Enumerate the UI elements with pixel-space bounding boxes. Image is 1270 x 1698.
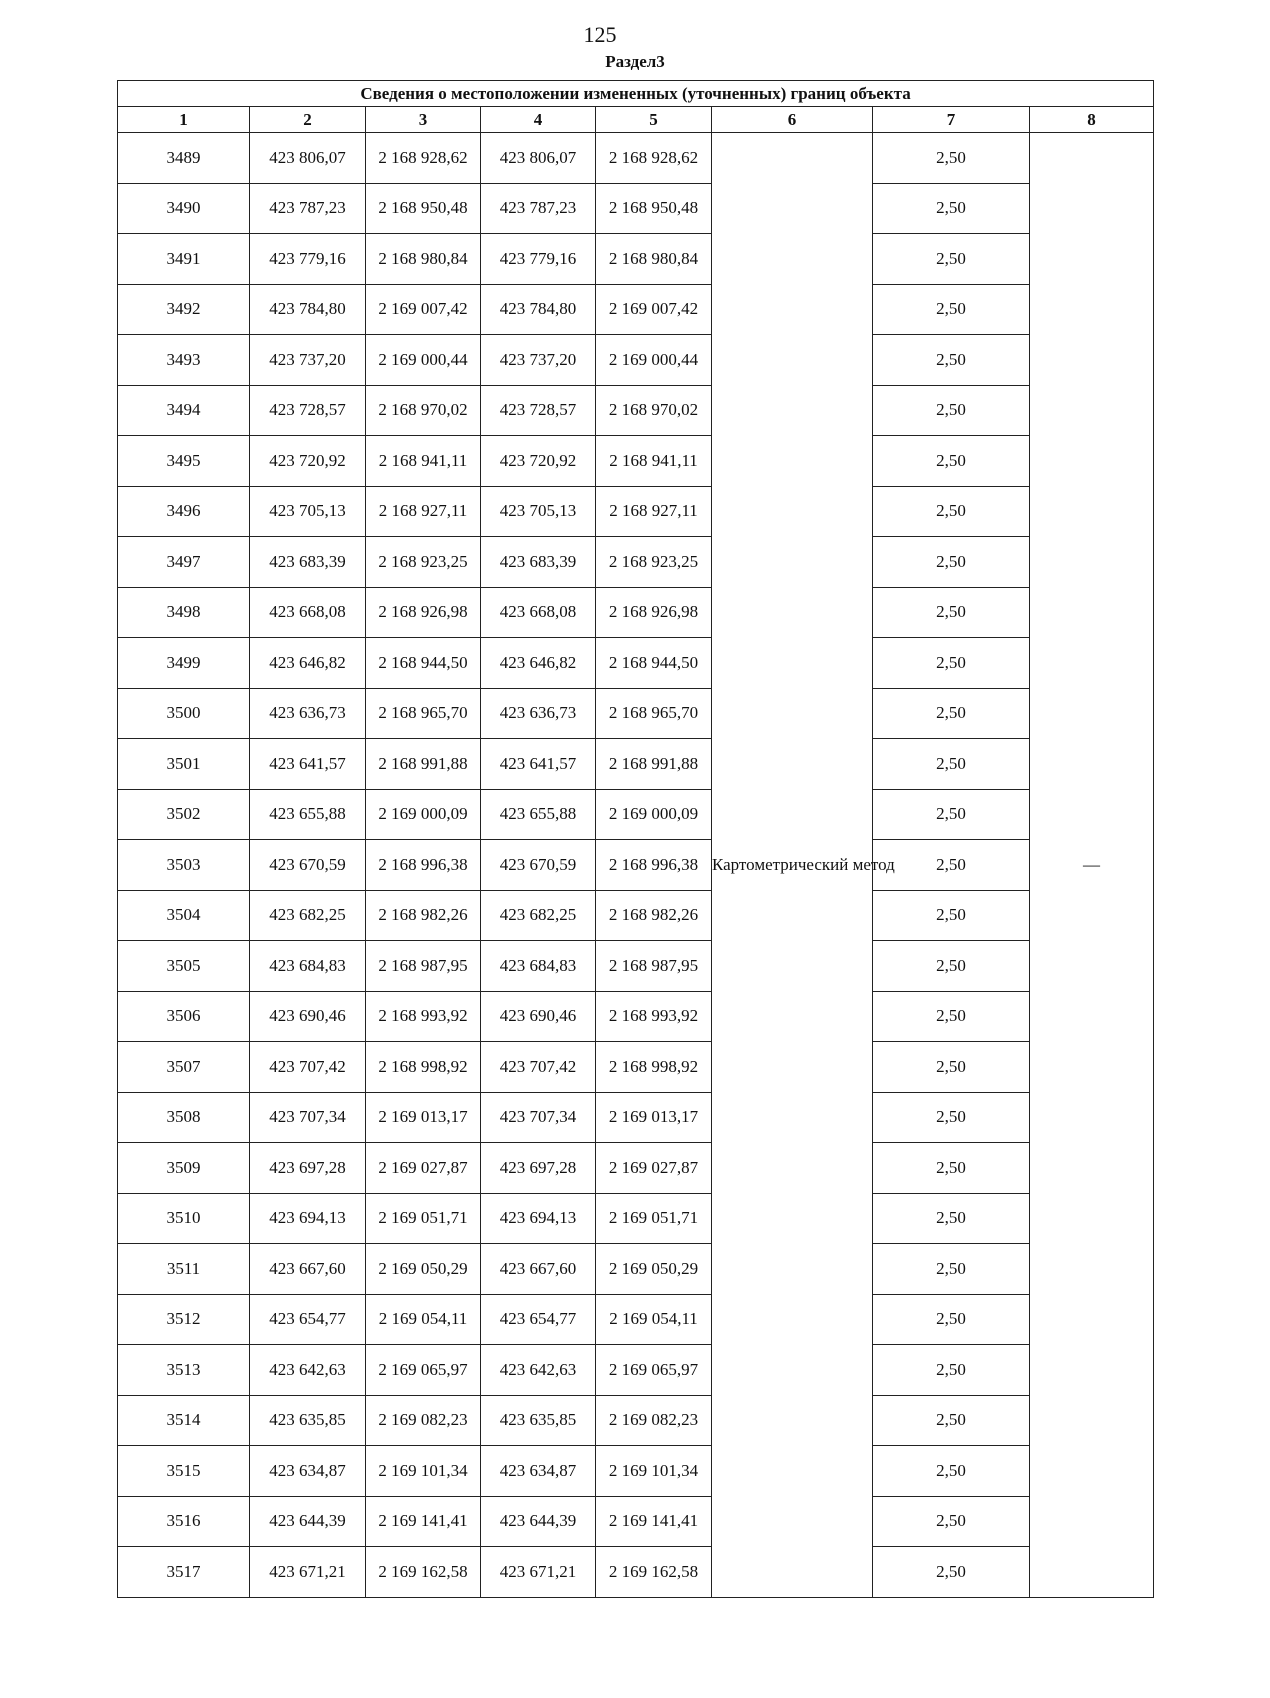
table-row [118, 941, 1154, 992]
table-row [118, 1446, 1154, 1497]
accuracy-cell: 2,50 [873, 1294, 1030, 1345]
y-existing-cell: 2 168 928,62 [366, 133, 481, 184]
table-row [118, 1143, 1154, 1194]
y-existing-cell: 2 168 927,11 [366, 486, 481, 537]
column-number: 4 [481, 107, 596, 133]
x-refined-cell: 423 784,80 [481, 284, 596, 335]
table-row [118, 587, 1154, 638]
x-existing-cell: 423 806,07 [250, 133, 366, 184]
x-refined-cell: 423 636,73 [481, 688, 596, 739]
accuracy-cell: 2,50 [873, 1547, 1030, 1598]
y-refined-cell: 2 169 050,29 [596, 1244, 712, 1295]
y-refined-cell: 2 168 941,11 [596, 436, 712, 487]
x-refined-cell: 423 728,57 [481, 385, 596, 436]
x-refined-cell: 423 642,63 [481, 1345, 596, 1396]
x-refined-cell: 423 779,16 [481, 234, 596, 285]
point-number-cell: 3499 [118, 638, 250, 689]
column-number: 7 [873, 107, 1030, 133]
y-existing-cell: 2 168 991,88 [366, 739, 481, 790]
point-number-cell: 3515 [118, 1446, 250, 1497]
table-row [118, 1294, 1154, 1345]
y-existing-cell: 2 168 950,48 [366, 183, 481, 234]
y-existing-cell: 2 168 926,98 [366, 587, 481, 638]
accuracy-cell: 2,50 [873, 840, 1030, 891]
y-refined-cell: 2 168 998,92 [596, 1042, 712, 1093]
y-refined-cell: 2 168 982,26 [596, 890, 712, 941]
x-existing-cell: 423 707,42 [250, 1042, 366, 1093]
y-refined-cell: 2 169 054,11 [596, 1294, 712, 1345]
x-existing-cell: 423 634,87 [250, 1446, 366, 1497]
point-number-cell: 3505 [118, 941, 250, 992]
x-existing-cell: 423 683,39 [250, 537, 366, 588]
accuracy-cell: 2,50 [873, 941, 1030, 992]
x-existing-cell: 423 642,63 [250, 1345, 366, 1396]
y-refined-cell: 2 168 993,92 [596, 991, 712, 1042]
y-existing-cell: 2 169 007,42 [366, 284, 481, 335]
y-existing-cell: 2 169 065,97 [366, 1345, 481, 1396]
point-number-cell: 3517 [118, 1547, 250, 1598]
column-number: 3 [366, 107, 481, 133]
accuracy-cell: 2,50 [873, 183, 1030, 234]
x-refined-cell: 423 787,23 [481, 183, 596, 234]
point-number-cell: 3516 [118, 1496, 250, 1547]
x-existing-cell: 423 705,13 [250, 486, 366, 537]
table-row [118, 1547, 1154, 1598]
y-existing-cell: 2 168 965,70 [366, 688, 481, 739]
y-refined-cell: 2 169 051,71 [596, 1193, 712, 1244]
x-refined-cell: 423 683,39 [481, 537, 596, 588]
x-existing-cell: 423 690,46 [250, 991, 366, 1042]
y-refined-cell: 2 169 007,42 [596, 284, 712, 335]
x-existing-cell: 423 636,73 [250, 688, 366, 739]
x-existing-cell: 423 784,80 [250, 284, 366, 335]
x-existing-cell: 423 684,83 [250, 941, 366, 992]
y-refined-cell: 2 168 991,88 [596, 739, 712, 790]
y-refined-cell: 2 168 987,95 [596, 941, 712, 992]
point-number-cell: 3498 [118, 587, 250, 638]
accuracy-cell: 2,50 [873, 335, 1030, 386]
x-refined-cell: 423 690,46 [481, 991, 596, 1042]
column-number: 2 [250, 107, 366, 133]
x-refined-cell: 423 635,85 [481, 1395, 596, 1446]
x-refined-cell: 423 694,13 [481, 1193, 596, 1244]
point-number-cell: 3511 [118, 1244, 250, 1295]
table-row [118, 486, 1154, 537]
point-number-cell: 3489 [118, 133, 250, 184]
y-existing-cell: 2 169 101,34 [366, 1446, 481, 1497]
column-number-row [118, 107, 1154, 133]
x-refined-cell: 423 668,08 [481, 587, 596, 638]
table-row [118, 739, 1154, 790]
y-existing-cell: 2 168 923,25 [366, 537, 481, 588]
accuracy-cell: 2,50 [873, 1446, 1030, 1497]
y-refined-cell: 2 169 000,44 [596, 335, 712, 386]
table-row [118, 1395, 1154, 1446]
y-refined-cell: 2 168 996,38 [596, 840, 712, 891]
y-existing-cell: 2 169 000,09 [366, 789, 481, 840]
y-refined-cell: 2 168 928,62 [596, 133, 712, 184]
point-number-cell: 3500 [118, 688, 250, 739]
x-existing-cell: 423 720,92 [250, 436, 366, 487]
x-refined-cell: 423 654,77 [481, 1294, 596, 1345]
y-existing-cell: 2 168 941,11 [366, 436, 481, 487]
y-refined-cell: 2 168 970,02 [596, 385, 712, 436]
y-refined-cell: 2 169 000,09 [596, 789, 712, 840]
table-row [118, 840, 1154, 891]
table-row [118, 234, 1154, 285]
y-existing-cell: 2 169 013,17 [366, 1092, 481, 1143]
y-refined-cell: 2 169 027,87 [596, 1143, 712, 1194]
x-refined-cell: 423 720,92 [481, 436, 596, 487]
accuracy-cell: 2,50 [873, 1092, 1030, 1143]
column-number: 1 [118, 107, 250, 133]
table-row [118, 133, 1154, 184]
y-existing-cell: 2 169 050,29 [366, 1244, 481, 1295]
x-refined-cell: 423 671,21 [481, 1547, 596, 1598]
y-existing-cell: 2 168 944,50 [366, 638, 481, 689]
accuracy-cell: 2,50 [873, 991, 1030, 1042]
method-cell: Картометрический метод [712, 133, 873, 1598]
x-existing-cell: 423 682,25 [250, 890, 366, 941]
accuracy-cell: 2,50 [873, 1193, 1030, 1244]
accuracy-cell: 2,50 [873, 1244, 1030, 1295]
point-number-cell: 3495 [118, 436, 250, 487]
point-number-cell: 3502 [118, 789, 250, 840]
coordinates-table [117, 80, 1154, 1598]
accuracy-cell: 2,50 [873, 133, 1030, 184]
table-row [118, 1244, 1154, 1295]
point-number-cell: 3513 [118, 1345, 250, 1396]
y-existing-cell: 2 168 980,84 [366, 234, 481, 285]
accuracy-cell: 2,50 [873, 739, 1030, 790]
section-title: Раздел3 [605, 52, 665, 71]
accuracy-cell: 2,50 [873, 385, 1030, 436]
x-refined-cell: 423 670,59 [481, 840, 596, 891]
y-existing-cell: 2 168 993,92 [366, 991, 481, 1042]
x-existing-cell: 423 646,82 [250, 638, 366, 689]
column-number: 5 [596, 107, 712, 133]
table-row [118, 284, 1154, 335]
x-refined-cell: 423 806,07 [481, 133, 596, 184]
table-row [118, 1092, 1154, 1143]
x-refined-cell: 423 684,83 [481, 941, 596, 992]
accuracy-cell: 2,50 [873, 234, 1030, 285]
x-existing-cell: 423 670,59 [250, 840, 366, 891]
y-existing-cell: 2 168 982,26 [366, 890, 481, 941]
x-existing-cell: 423 668,08 [250, 587, 366, 638]
y-refined-cell: 2 168 965,70 [596, 688, 712, 739]
y-refined-cell: 2 168 926,98 [596, 587, 712, 638]
table-row [118, 183, 1154, 234]
point-number-cell: 3501 [118, 739, 250, 790]
table-row [118, 1345, 1154, 1396]
x-refined-cell: 423 667,60 [481, 1244, 596, 1295]
y-existing-cell: 2 169 162,58 [366, 1547, 481, 1598]
y-existing-cell: 2 168 998,92 [366, 1042, 481, 1093]
y-refined-cell: 2 168 927,11 [596, 486, 712, 537]
table-row [118, 385, 1154, 436]
point-number-cell: 3503 [118, 840, 250, 891]
accuracy-cell: 2,50 [873, 890, 1030, 941]
accuracy-cell: 2,50 [873, 587, 1030, 638]
y-refined-cell: 2 169 101,34 [596, 1446, 712, 1497]
y-refined-cell: 2 168 980,84 [596, 234, 712, 285]
x-refined-cell: 423 641,57 [481, 739, 596, 790]
x-existing-cell: 423 728,57 [250, 385, 366, 436]
table-row [118, 688, 1154, 739]
y-existing-cell: 2 169 054,11 [366, 1294, 481, 1345]
x-existing-cell: 423 737,20 [250, 335, 366, 386]
x-existing-cell: 423 667,60 [250, 1244, 366, 1295]
x-existing-cell: 423 654,77 [250, 1294, 366, 1345]
table-body [118, 133, 1154, 1598]
x-existing-cell: 423 671,21 [250, 1547, 366, 1598]
x-existing-cell: 423 707,34 [250, 1092, 366, 1143]
x-refined-cell: 423 737,20 [481, 335, 596, 386]
point-number-cell: 3494 [118, 385, 250, 436]
x-refined-cell: 423 646,82 [481, 638, 596, 689]
x-existing-cell: 423 635,85 [250, 1395, 366, 1446]
point-number-cell: 3509 [118, 1143, 250, 1194]
x-refined-cell: 423 705,13 [481, 486, 596, 537]
point-number-cell: 3512 [118, 1294, 250, 1345]
point-number-cell: 3490 [118, 183, 250, 234]
accuracy-cell: 2,50 [873, 486, 1030, 537]
y-existing-cell: 2 169 141,41 [366, 1496, 481, 1547]
table-row [118, 537, 1154, 588]
x-refined-cell: 423 644,39 [481, 1496, 596, 1547]
y-existing-cell: 2 168 987,95 [366, 941, 481, 992]
x-refined-cell: 423 682,25 [481, 890, 596, 941]
x-existing-cell: 423 779,16 [250, 234, 366, 285]
point-number-cell: 3514 [118, 1395, 250, 1446]
accuracy-cell: 2,50 [873, 638, 1030, 689]
table-row [118, 335, 1154, 386]
column-number: 6 [712, 107, 873, 133]
point-number-cell: 3496 [118, 486, 250, 537]
y-refined-cell: 2 169 162,58 [596, 1547, 712, 1598]
table-row [118, 1496, 1154, 1547]
y-existing-cell: 2 169 082,23 [366, 1395, 481, 1446]
accuracy-cell: 2,50 [873, 284, 1030, 335]
y-refined-cell: 2 168 923,25 [596, 537, 712, 588]
point-number-cell: 3508 [118, 1092, 250, 1143]
y-existing-cell: 2 169 051,71 [366, 1193, 481, 1244]
point-number-cell: 3510 [118, 1193, 250, 1244]
y-refined-cell: 2 169 082,23 [596, 1395, 712, 1446]
x-existing-cell: 423 644,39 [250, 1496, 366, 1547]
accuracy-cell: 2,50 [873, 1395, 1030, 1446]
table-row [118, 1193, 1154, 1244]
table-caption: Сведения о местоположении измененных (уточненных) границ объекта [118, 81, 1154, 107]
point-number-cell: 3507 [118, 1042, 250, 1093]
point-number-cell: 3492 [118, 284, 250, 335]
y-existing-cell: 2 169 000,44 [366, 335, 481, 386]
table-row [118, 991, 1154, 1042]
y-refined-cell: 2 168 944,50 [596, 638, 712, 689]
x-existing-cell: 423 694,13 [250, 1193, 366, 1244]
x-existing-cell: 423 697,28 [250, 1143, 366, 1194]
accuracy-cell: 2,50 [873, 436, 1030, 487]
y-existing-cell: 2 169 027,87 [366, 1143, 481, 1194]
page-number: 125 [583, 22, 617, 47]
accuracy-cell: 2,50 [873, 1143, 1030, 1194]
x-refined-cell: 423 634,87 [481, 1446, 596, 1497]
point-number-cell: 3504 [118, 890, 250, 941]
table-row [118, 789, 1154, 840]
y-refined-cell: 2 169 013,17 [596, 1092, 712, 1143]
point-number-cell: 3491 [118, 234, 250, 285]
point-number-cell: 3497 [118, 537, 250, 588]
accuracy-cell: 2,50 [873, 789, 1030, 840]
column-number: 8 [1030, 107, 1154, 133]
y-refined-cell: 2 168 950,48 [596, 183, 712, 234]
x-refined-cell: 423 697,28 [481, 1143, 596, 1194]
table-row [118, 638, 1154, 689]
table-row [118, 436, 1154, 487]
y-refined-cell: 2 169 141,41 [596, 1496, 712, 1547]
y-existing-cell: 2 168 996,38 [366, 840, 481, 891]
note-cell: — [1030, 133, 1154, 1598]
y-refined-cell: 2 169 065,97 [596, 1345, 712, 1396]
y-existing-cell: 2 168 970,02 [366, 385, 481, 436]
accuracy-cell: 2,50 [873, 1345, 1030, 1396]
x-existing-cell: 423 641,57 [250, 739, 366, 790]
x-existing-cell: 423 787,23 [250, 183, 366, 234]
x-existing-cell: 423 655,88 [250, 789, 366, 840]
accuracy-cell: 2,50 [873, 688, 1030, 739]
point-number-cell: 3493 [118, 335, 250, 386]
x-refined-cell: 423 707,42 [481, 1042, 596, 1093]
point-number-cell: 3506 [118, 991, 250, 1042]
table-row [118, 1042, 1154, 1093]
x-refined-cell: 423 655,88 [481, 789, 596, 840]
x-refined-cell: 423 707,34 [481, 1092, 596, 1143]
accuracy-cell: 2,50 [873, 1042, 1030, 1093]
accuracy-cell: 2,50 [873, 537, 1030, 588]
table-row [118, 890, 1154, 941]
accuracy-cell: 2,50 [873, 1496, 1030, 1547]
